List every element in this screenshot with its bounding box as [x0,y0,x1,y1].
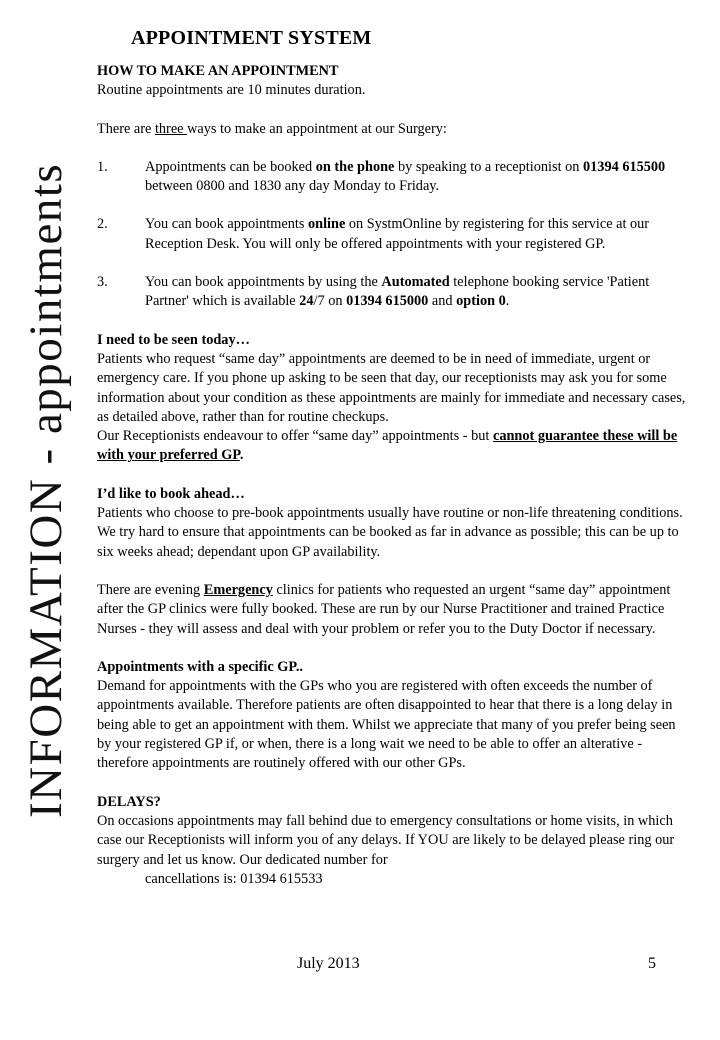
ahead-heading: I’d like to book ahead… [97,485,245,502]
routine-duration-text: Routine appointments are 10 minutes duration. [97,82,366,99]
specific-gp-body: Demand for appointments with the GPs who you are registered with often exceeds the number of appointments available. Therefore patients are often disappointed to hear that there is a long delay in being able to get an appointment with them. Whilst we appreciate that many of you prefer being seen by your registered GP if, or when, there is a long wait we need to be able to offer an alterative - therefore appointments are routinely offered with our other GPs. [97,678,676,772]
page-title: APPOINTMENT SYSTEM [131,27,372,49]
today-heading: I need to be seen today… [97,331,250,348]
booking-methods-list [97,158,687,312]
ahead-body: Patients who choose to pre-book appointments usually have routine or non-life threatening conditions. We try hard to ensure that appointments can be booked as far in advance as possible; this can be up to six weeks ahead; dependant upon GP availability. [97,505,683,560]
no-guarantee-notice: cannot guarantee these will be with your preferred GP [97,428,678,464]
footer-date: July 2013 [297,955,360,972]
page-number: 5 [648,955,656,972]
how-to-heading: HOW TO MAKE AN APPOINTMENT [97,63,339,79]
evening-clinics-text: There are evening Emergency clinics for patients who requested an urgent “same day” appointment after the GP clinics were fully booked. These are run by our Nurse Practitioner and trained Practice Nurses - they will assess and deal with your problem or refer you to the Duty Doctor if necessary. [97,581,671,637]
document-body [97,62,687,889]
list-item-phone: 1. Appointments can be booked on the phone by speaking to a receptionist on 01394 615500 between 0800 and 1830 any day Monday to Friday. [97,158,666,195]
list-item-automated: 3. You can book appointments by using the Automated telephone booking service 'Patient Partner' which is available 24/7 on 01394 615000 and option 0. [97,274,650,310]
specific-gp-heading: Appointments with a specific GP.. [97,658,303,675]
side-title: INFORMATION - appointments [20,162,72,818]
emergency-underlined: Emergency [203,581,273,598]
cancellations-number: cancellations is: 01394 615533 [145,870,323,887]
delays-body: On occasions appointments may fall behind due to emergency consultations or home visits, in which case our Receptionists will inform you of any delays. If YOU are likely to be delayed please ring our surgery and let us know. Our dedicated number for [97,812,675,868]
today-guarantee: Our Receptionists endeavour to offer “same day” appointments - but cannot guarantee these will be with your preferred GP. [97,428,678,464]
today-body: Patients who request “same day” appointments are deemed to be in need of immediate, urgent or emergency care. If you phone up asking to be seen that day, our receptionists may ask you for some information about your condition as these appointments are mainly for immediate and necessary cases, as detailed above, rather than for routine checkups. [97,350,686,425]
three-underlined: three [154,120,188,137]
delays-heading: DELAYS? [97,793,161,810]
list-item-online: 2. You can book appointments online on SystmOnline by registering for this service at our Reception Desk. You will only be offered appointments with your registered GP. [97,216,650,252]
ways-intro: There are three ways to make an appointment at our Surgery: [97,120,447,137]
